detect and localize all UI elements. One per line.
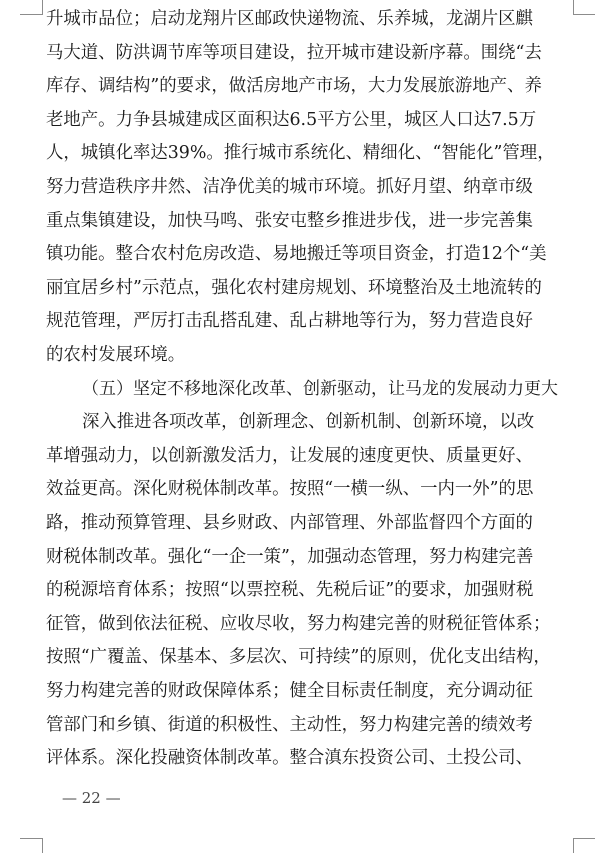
text-line: 努力营造秩序井然、洁净优美的城市环境。抓好月望、纳章市级 bbox=[46, 177, 533, 197]
crop-mark-bottom-left-v bbox=[42, 838, 43, 853]
text-line: 规范管理，严厉打击乱搭乱建、乱占耕地等行为，努力营造良好 bbox=[46, 311, 533, 332]
text-line: 财税体制改革。强化“一企一策”，加强动态管理，努力构建完善 bbox=[46, 546, 534, 567]
text-line: 的税源培育体系；按照“以票控税、先税后证”的要求，加强财税 bbox=[46, 580, 534, 601]
text-line: 路，推动预算管理、县乡财政、内部管理、外部监督四个方面的 bbox=[46, 513, 533, 533]
text-line: 努力构建完善的财政保障体系；健全目标责任制度，充分调动征 bbox=[46, 681, 533, 701]
text-line: 深入推进各项改革，创新理念、创新机制、创新环境，以改 bbox=[82, 412, 535, 433]
crop-mark-bottom-right-v bbox=[573, 838, 574, 853]
text-line: 的农村发展环境。 bbox=[46, 345, 186, 365]
text-line: 升城市品位；启动龙翔片区邮政快递物流、乐养城，龙湖片区麒 bbox=[46, 9, 533, 29]
text-line: 库存、调结构”的要求，做活房地产市场，大力发展旅游地产、养 bbox=[46, 76, 542, 97]
text-line: 评体系。深化投融资体制改革。整合滇东投资公司、土投公司、 bbox=[46, 748, 533, 769]
text-line: 老地产。力争县城建成区面积达6.5平方公里，城区人口达7.5万 bbox=[46, 109, 537, 130]
crop-mark-top-left-v bbox=[42, 0, 43, 15]
text-line: 管部门和乡镇、街道的积极性、主动性，努力构建完善的绩效考 bbox=[46, 714, 533, 735]
crop-mark-top-right-v bbox=[573, 0, 574, 15]
section-heading: （五）坚定不移地深化改革、创新驱动，让马龙的发展动力更大 bbox=[82, 378, 558, 399]
text-line: 征管，做到依法征税、应收尽收，努力构建完善的财税征管体系； bbox=[46, 613, 551, 634]
text-line: 马大道、防洪调节库等项目建设，拉开城市建设新序幕。围绕“去 bbox=[46, 42, 542, 63]
crop-mark-bottom-left-h bbox=[20, 838, 42, 839]
text-line: 重点集镇建设，加快马鸣、张安屯整乡推进步伐，进一步完善集 bbox=[46, 210, 533, 231]
text-line: 效益更高。深化财税体制改革。按照“一横一纵、一内一外”的思 bbox=[46, 479, 534, 500]
crop-mark-top-right-h bbox=[573, 14, 595, 15]
page-number: — 22 — bbox=[62, 789, 121, 807]
crop-mark-bottom-right-h bbox=[573, 838, 595, 839]
text-line: 革增强动力，以创新激发活力，让发展的速度更快、质量更好、 bbox=[46, 445, 533, 466]
text-line: 人，城镇化率达39%。推行城市系统化、精细化、“智能化”管理， bbox=[46, 143, 555, 164]
text-line: 镇功能。整合农村危房改造、易地搬迁等项目资金，打造12个“美 bbox=[46, 244, 547, 265]
text-line: 按照“广覆盖、保基本、多层次、可持续”的原则，优化支出结构， bbox=[46, 647, 551, 668]
text-line: 丽宜居乡村”示范点，强化农村建房规划、环境整治及土地流转的 bbox=[46, 277, 542, 298]
crop-mark-top-left-h bbox=[20, 14, 42, 15]
